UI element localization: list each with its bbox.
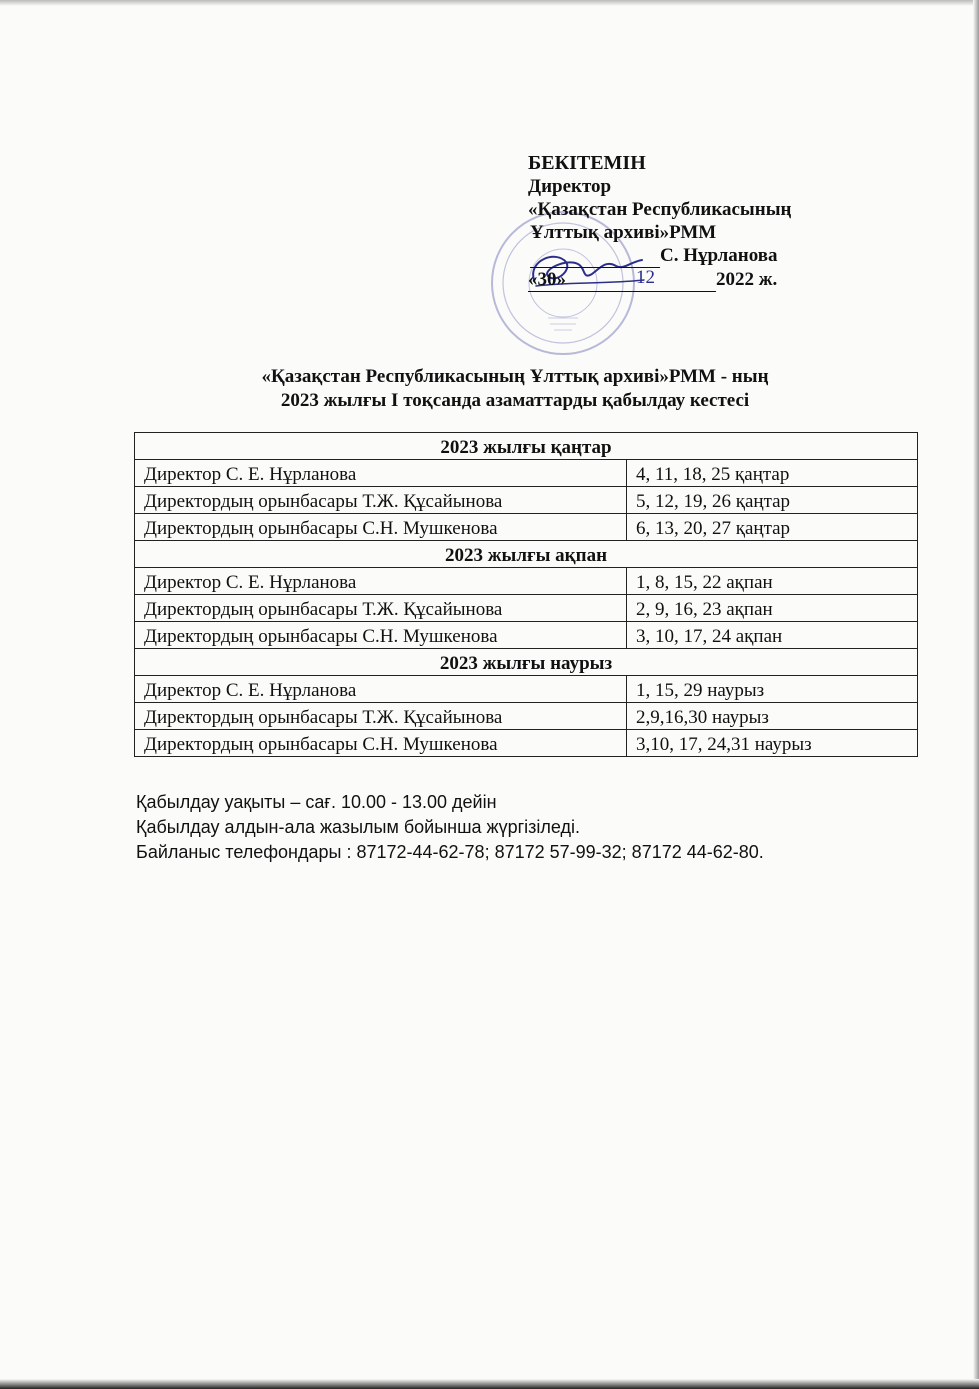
organization-line-1: «Қазақстан Республикасының <box>528 199 792 220</box>
dates-cell: 6, 13, 20, 27 қаңтар <box>627 514 918 541</box>
reception-hours: Қабылдау уақыты – сағ. 10.00 - 13.00 дейін <box>136 792 497 812</box>
date-month: 12 <box>636 267 655 288</box>
dates-cell: 1, 8, 15, 22 ақпан <box>627 568 918 595</box>
approver-position: Директор <box>528 176 612 197</box>
reception-schedule-table <box>134 432 918 757</box>
month-header-row <box>135 649 918 676</box>
approval-heading: БЕКІТЕМІН <box>528 152 646 174</box>
table-row <box>135 703 918 730</box>
official-cell: Директордың орынбасары Т.Ж. Құсайынова <box>135 595 627 622</box>
dates-cell: 1, 15, 29 наурыз <box>627 676 918 703</box>
dates-cell: 3, 10, 17, 24 ақпан <box>627 622 918 649</box>
dates-cell: 2, 9, 16, 23 ақпан <box>627 595 918 622</box>
signature-blank <box>530 244 660 268</box>
dates-cell: 3,10, 17, 24,31 наурыз <box>627 730 918 757</box>
month-header: 2023 жылғы ақпан <box>135 541 918 568</box>
document-title-line-1: «Қазақстан Республикасының Ұлттық архиві»РММ - ның <box>261 366 769 387</box>
document-title-line-2: 2023 жылғы І тоқсанда азаматтарды қабылдау кестесі <box>280 390 750 411</box>
official-cell: Директордың орынбасары С.Н. Мушкенова <box>135 730 627 757</box>
page-edge-bottom <box>0 1379 979 1389</box>
date-year: 2022 ж. <box>716 269 778 290</box>
dates-cell: 5, 12, 19, 26 қаңтар <box>627 487 918 514</box>
date-month-blank <box>566 268 716 292</box>
official-cell: Директордың орынбасары С.Н. Мушкенова <box>135 514 627 541</box>
month-header: 2023 жылғы қаңтар <box>135 433 918 460</box>
table-row <box>135 676 918 703</box>
date-day: «30» <box>528 269 566 290</box>
page-edge-right <box>973 0 979 1389</box>
table-row <box>135 487 918 514</box>
table-row <box>135 568 918 595</box>
page-edge-top <box>0 0 979 6</box>
registration-note: Қабылдау алдын-ала жазылым бойынша жүргізіледі. <box>136 817 581 837</box>
reception-notes <box>136 790 764 865</box>
month-header: 2023 жылғы наурыз <box>135 649 918 676</box>
month-header-row <box>135 541 918 568</box>
dates-cell: 4, 11, 18, 25 қаңтар <box>627 460 918 487</box>
table-row <box>135 514 918 541</box>
table-row <box>135 460 918 487</box>
contact-phones: Байланыс телефондары : 87172-44-62-78; 87172 57-99-32; 87172 44-62-80. <box>136 842 764 862</box>
approver-name: С. Нұрланова <box>660 245 778 266</box>
signature-line <box>528 244 792 268</box>
organization-line-2: Ұлттық архиві»РММ <box>530 222 717 243</box>
table-row <box>135 595 918 622</box>
dates-cell: 2,9,16,30 наурыз <box>627 703 918 730</box>
table-row <box>135 622 918 649</box>
official-cell: Директор С. Е. Нұрланова <box>135 460 627 487</box>
official-cell: Директордың орынбасары Т.Ж. Құсайынова <box>135 487 627 514</box>
table-row <box>135 730 918 757</box>
official-cell: Директордың орынбасары Т.Ж. Құсайынова <box>135 703 627 730</box>
official-cell: Директор С. Е. Нұрланова <box>135 676 627 703</box>
month-header-row <box>135 433 918 460</box>
official-cell: Директор С. Е. Нұрланова <box>135 568 627 595</box>
official-cell: Директордың орынбасары С.Н. Мушкенова <box>135 622 627 649</box>
approval-block <box>528 152 792 292</box>
approval-date-line <box>528 268 792 292</box>
